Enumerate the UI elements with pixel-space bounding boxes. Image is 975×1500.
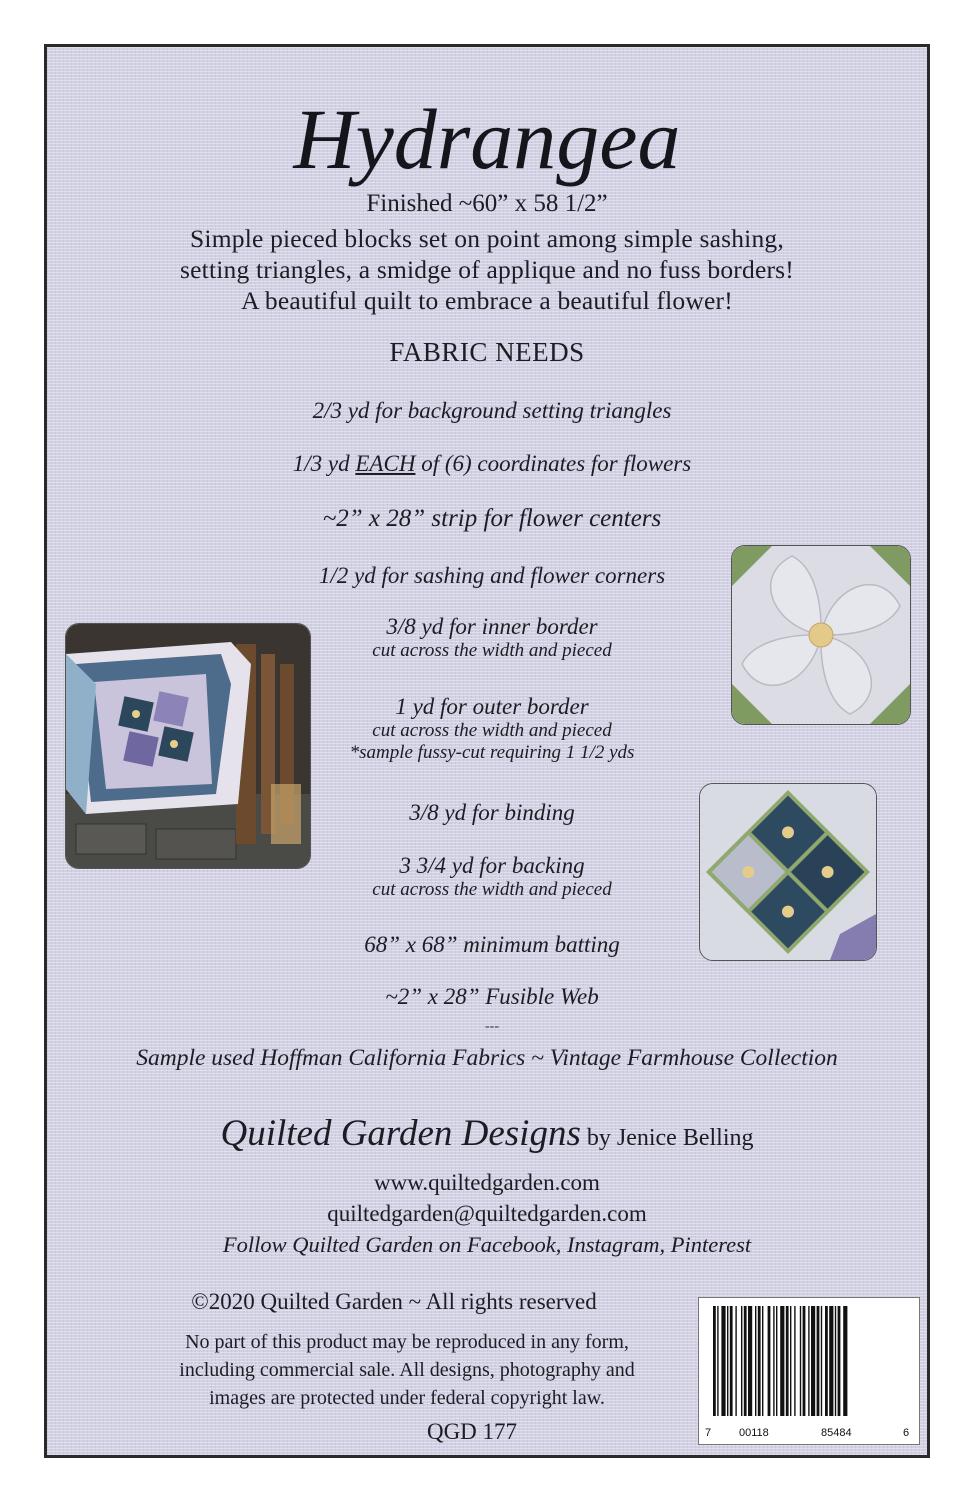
barcode-bar [721,1306,725,1416]
barcode-bar [790,1306,791,1416]
sample-fabric-note: Sample used Hoffman California Fabrics ~ Vintage Farmhouse Collection [136,1045,838,1071]
fabric-item-note: cut across the width and pieced [372,720,612,741]
fabric-item: ~2” x 28” Fusible Web [385,984,599,1009]
fabric-item-text: 3 3/4 yd for backing [399,853,585,878]
legal-line: including commercial sale. All designs, photography and [179,1359,635,1381]
email-link[interactable]: quiltedgarden@quiltedgarden.com [327,1201,647,1226]
barcode-bar [717,1306,718,1416]
fabric-item-text: 1 yd for outer border [395,694,589,719]
barcode-bar [748,1306,752,1416]
separator: --- [485,1019,499,1034]
finished-size: Finished ~60” x 58 1/2” [366,190,608,217]
intro-line: A beautiful quilt to embrace a beautiful flower! [241,286,733,315]
brand-name: Quilted Garden Designs [220,1113,581,1154]
barcode-bar [817,1306,820,1416]
legal-notice [107,1328,707,1412]
barcode-bar [835,1306,836,1416]
barcode-bar [821,1306,822,1416]
barcode-bar [762,1306,763,1416]
intro-line: Simple pieced blocks set on point among simple sashing, [190,224,784,253]
fabric-item [247,613,737,662]
pattern-back-cover [44,44,930,1458]
barcode-bar [735,1306,736,1416]
barcode-bar [786,1306,789,1416]
legal-line: No part of this product may be reproduced in any form, [185,1331,629,1353]
legal-line: images are protected under federal copyright law. [209,1387,605,1409]
barcode-bar [794,1306,795,1416]
social-follow: Follow Quilted Garden on Facebook, Instagram, Pinterest [222,1232,752,1257]
pieced-block-photo [699,783,877,961]
barcode-bar [741,1306,742,1416]
barcode-bars [699,1298,919,1424]
barcode-bar [768,1306,771,1416]
barcode-bar [811,1306,815,1416]
barcode-bar [744,1306,747,1416]
fabric-item: 68” x 68” minimum batting [364,932,620,957]
barcode-digit: 85484 [821,1427,852,1439]
barcode-bar [829,1306,833,1416]
fabric-item: 3/8 yd for binding [409,800,575,825]
fabric-item [247,852,737,901]
barcode-bar [838,1306,841,1416]
fabric-item-note: cut across the width and pieced [372,879,612,900]
fabric-item-text: 3/8 yd for inner border [386,614,598,639]
barcode-bar [773,1306,774,1416]
barcode-bar [825,1306,828,1416]
quilt-bench-photo [65,623,311,869]
flower-block-photo [731,545,911,725]
barcode [698,1297,920,1445]
pattern-title: Hydrangea [293,91,681,187]
fabric-item: 1/2 yd for sashing and flower corners [318,563,666,588]
fabric-item: 2/3 yd for background setting triangles [312,398,672,423]
brand-line [47,1112,927,1155]
fabric-item-text: 1/3 yd [292,451,356,476]
copyright: ©2020 Quilted Garden ~ All rights reserved [191,1289,597,1314]
barcode-digit: 7 [705,1427,712,1439]
barcode-bar [843,1306,847,1416]
barcode-bar [800,1306,801,1416]
fabric-item: ~2” x 28” strip for flower centers [322,505,662,532]
barcode-bar [758,1306,761,1416]
intro-line: setting triangles, a smidge of applique and no fuss borders! [180,255,794,284]
fabric-item-note: *sample fussy-cut requiring 1 1/2 yds [349,742,635,763]
barcode-bar [803,1306,806,1416]
barcode-bar [776,1306,777,1416]
fabric-item [247,450,737,477]
fabric-item-note: cut across the width and pieced [372,640,612,661]
barcode-digits [699,1427,919,1441]
barcode-bar [755,1306,756,1416]
barcode-digit: 6 [903,1427,910,1439]
fabric-item-text: of (6) coordinates for flowers [415,451,692,476]
brand-designer: by Jenice Belling [580,1125,754,1151]
barcode-digit: 00118 [739,1427,769,1439]
fabric-needs-heading: FABRIC NEEDS [389,337,585,367]
barcode-bar [780,1306,784,1416]
product-code: QGD 177 [426,1419,518,1444]
intro-text [47,223,927,316]
fabric-item-emphasis: EACH [355,451,416,476]
barcode-bar [808,1306,809,1416]
barcode-bar [727,1306,728,1416]
website-link[interactable]: www.quiltedgarden.com [374,1170,600,1195]
fabric-item [247,693,737,764]
barcode-bar [713,1306,716,1416]
barcode-bar [730,1306,733,1416]
